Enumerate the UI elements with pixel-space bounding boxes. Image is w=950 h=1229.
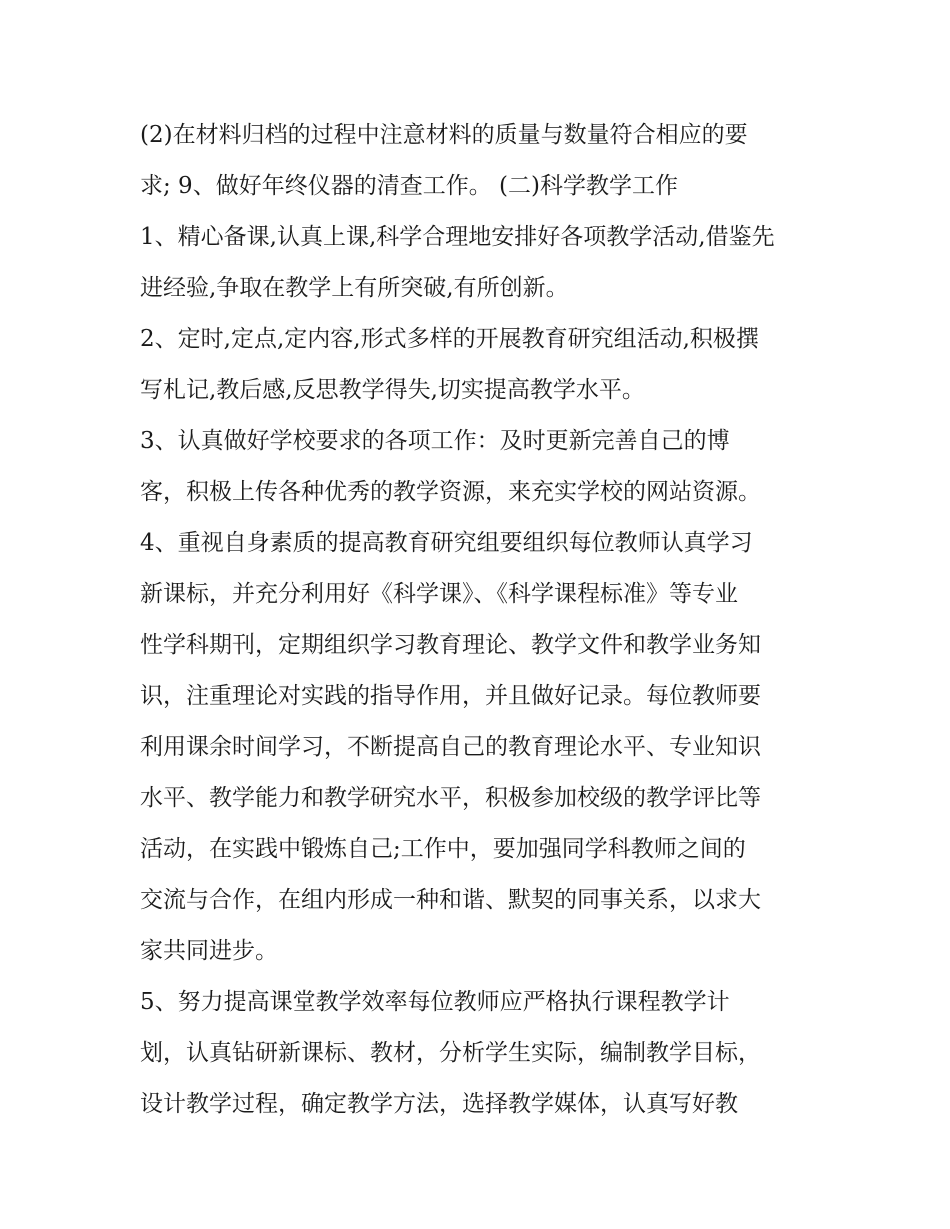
text-line: 交流与合作，在组内形成一种和谐、默契的同事关系，以求大 (140, 887, 761, 913)
text-line: 水平、教学能力和教学研究水平，积极参加校级的教学评比等 (140, 785, 761, 811)
text-line: 性学科期刊，定期组织学习教育理论、教学文件和教学业务知 (140, 632, 761, 658)
text-line: 求; 9、做好年终仪器的清查工作。 (二)科学教学工作 (140, 173, 678, 199)
text-line: 5、努力提高课堂教学效率每位教师应严格执行课程教学计 (140, 989, 730, 1015)
text-line: 识，注重理论对实践的指导作用，并且做好记录。每位教师要 (140, 683, 761, 709)
text-line: 活动，在实践中锻炼自己;工作中，要加强同学科教师之间的 (140, 836, 746, 862)
text-line: 利用课余时间学习，不断提高自己的教育理论水平、专业知识 (140, 734, 761, 760)
text-line: 4、重视自身素质的提高教育研究组要组织每位教师认真学习 (140, 530, 753, 556)
text-line: 3、认真做好学校要求的各项工作：及时更新完善自己的博 (140, 428, 730, 454)
text-line: 设计教学过程，确定教学方法，选择教学媒体，认真写好教 (140, 1091, 738, 1117)
text-line: 2、定时,定点,定内容,形式多样的开展教育研究组活动,积极撰 (140, 326, 759, 352)
text-line: 划，认真钻研新课标、教材，分析学生实际，编制教学目标， (140, 1040, 761, 1066)
text-line: 客，积极上传各种优秀的教学资源，来充实学校的网站资源。 (140, 479, 761, 505)
document-body (140, 110, 820, 1130)
text-line: 写札记,教后感,反思教学得失,切实提高教学水平。 (140, 377, 645, 403)
text-line: 1、精心备课,认真上课,科学合理地安排好各项教学活动,借鉴先 (140, 224, 775, 250)
text-line: (2)在材料归档的过程中注意材料的质量与数量符合相应的要 (140, 122, 748, 148)
text-line: 家共同进步。 (140, 938, 278, 964)
text-line: 新课标，并充分利用好《科学课》、《科学课程标准》等专业 (140, 581, 738, 607)
text-line: 进经验,争取在教学上有所突破,有所创新。 (140, 275, 569, 301)
